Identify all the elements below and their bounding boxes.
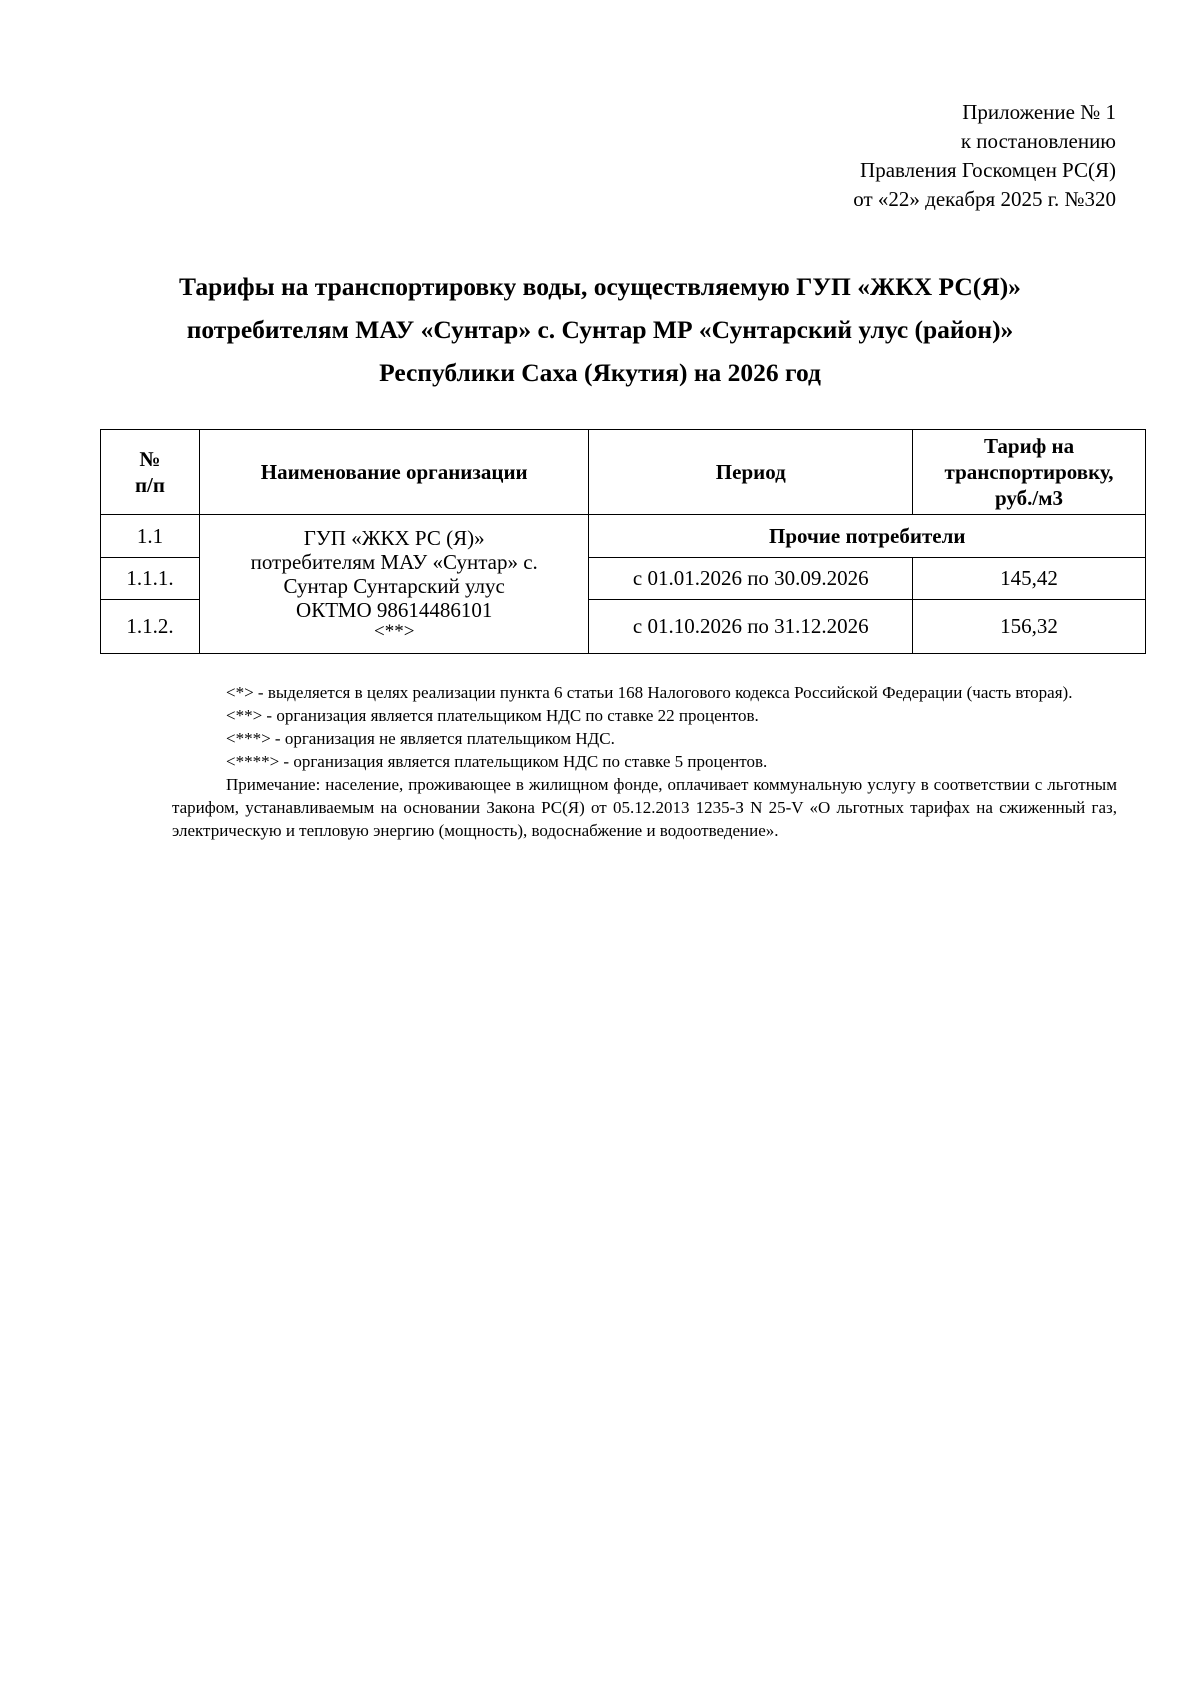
row-number: 1.1.2.: [101, 600, 200, 654]
footnotes: [172, 681, 1117, 842]
row-tariff: 145,42: [913, 558, 1146, 600]
group-label: Прочие потребители: [589, 515, 1146, 558]
organization-cell: ГУП «ЖКХ РС (Я)» потребителям МАУ «Сунтар» с. Сунтар Сунтарский улус ОКТМО 98614486101 <**>: [199, 515, 589, 654]
header-period: Период: [589, 430, 913, 515]
appendix-reference: к постановлению: [960, 129, 1116, 153]
group-number: 1.1: [101, 515, 200, 558]
table-header-row: [101, 430, 1146, 515]
appendix-header: [853, 98, 1116, 214]
title-line-2: потребителям МАУ «Сунтар» с. Сунтар МР «Сунтарский улус (район)»: [186, 315, 1014, 344]
footnote-4: <****> - организация является плательщиком НДС по ставке 5 процентов.: [226, 752, 768, 771]
row-tariff: 156,32: [913, 600, 1146, 654]
vat-mark: <**>: [373, 621, 415, 642]
table-row: [101, 515, 1146, 558]
document-title: [100, 265, 1100, 394]
header-number: № п/п: [101, 430, 200, 515]
appendix-date: от «22» декабря 2025 г. №320: [853, 187, 1116, 211]
row-number: 1.1.1.: [101, 558, 200, 600]
title-line-3: Республики Саха (Якутия) на 2026 год: [379, 358, 821, 387]
footnote-3: <***> - организация не является плательщиком НДС.: [226, 729, 615, 748]
footnote-1: <*> - выделяется в целях реализации пункта 6 статьи 168 Налогового кодекса Российской Федерации (часть вторая).: [226, 683, 1073, 702]
header-organization: Наименование организации: [199, 430, 589, 515]
row-period: с 01.01.2026 по 30.09.2026: [589, 558, 913, 600]
remark: Примечание: население, проживающее в жилищном фонде, оплачивает коммунальную услугу в соответствии с льготным тарифом, устанавливаемым на основании Закона РС(Я) от 05.12.2013 1235-З N 25-V «О льготных тарифах на сжиженный газ, электрическую и тепловую энергию (мощность), водоснабжение и водоотведение».: [172, 775, 1117, 840]
header-tariff: Тариф на транспортировку, руб./м3: [913, 430, 1146, 515]
row-period: с 01.10.2026 по 31.12.2026: [589, 600, 913, 654]
tariff-table: [100, 429, 1146, 654]
footnote-2: <**> - организация является плательщиком НДС по ставке 22 процентов.: [226, 706, 759, 725]
appendix-number: Приложение № 1: [962, 100, 1116, 124]
appendix-authority: Правления Госкомцен РС(Я): [860, 158, 1116, 182]
title-line-1: Тарифы на транспортировку воды, осуществляемую ГУП «ЖКХ РС(Я)»: [179, 272, 1021, 301]
